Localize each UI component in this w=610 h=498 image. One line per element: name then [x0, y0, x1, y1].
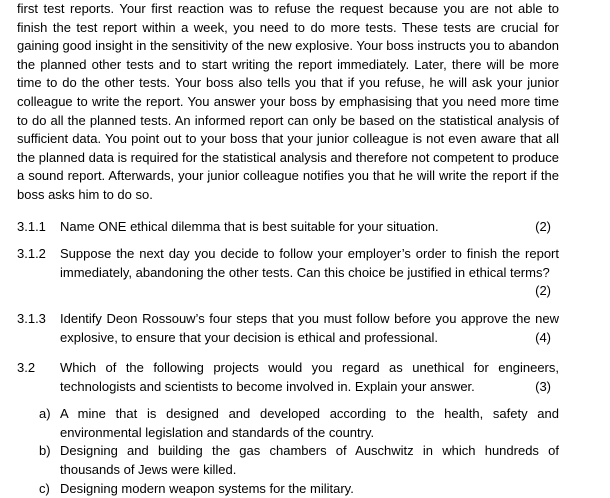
- intro-paragraph: first test reports. Your first reaction was to refuse the request because you are not able to finish the test report within a week, you need to do more tests. These tests are crucial for gaining good insight in the sensitivity of the new explosive. Your boss instructs you to abandon the planned other tests and to start writing the report immediately. Later, there will be more time to do the other tests. Your boss also tells you that if you refuse, he will ask your junior colleague to write the report. You answer your boss by emphasising that you need more time to do all the planned tests. An informed report can only be based on the statistical analysis of sufficient data. You point out to your boss that your junior colleague is not even aware that all the planned data is required for the statistical analysis and therefore not competent to produce a sound report. Afterwards, your junior colleague notifies you that he will write the report if the boss asks him to do so.: [17, 1, 560, 202]
- question-text: Which of the following projects would you regard as unethical for engineers, technologists and scientists to become involved in. Explain your answer.: [60, 360, 559, 394]
- question-body: [60, 310, 559, 347]
- option-text: Designing modern weapon systems for the military.: [60, 480, 354, 496]
- question-number: 3.1.1: [17, 218, 46, 234]
- question-text: Identify Deon Rossouw’s four steps that you must follow before you approve the new explosive, to ensure that your decision is ethical and professional.: [60, 310, 559, 345]
- question-body: [60, 245, 559, 301]
- question-marks: (2): [535, 283, 551, 299]
- option-text: A mine that is designed and developed according to the health, safety and environmental legislation and standards of the country.: [60, 406, 559, 440]
- option-label: c): [39, 480, 50, 496]
- option-label: b): [39, 443, 51, 459]
- question-number: 3.2: [17, 360, 36, 376]
- question-text: Name ONE ethical dilemma that is best suitable for your situation.: [60, 218, 439, 234]
- document-page: [17, 0, 559, 498]
- question-3-1-2: [17, 245, 559, 301]
- option-a: [39, 405, 559, 442]
- options-list: [17, 405, 559, 498]
- question-body: [60, 359, 559, 396]
- question-3-2: [17, 359, 559, 396]
- question-number: 3.1.2: [17, 246, 46, 262]
- question-body: [60, 218, 559, 237]
- option-c: [39, 480, 559, 498]
- option-text: Designing and building the gas chambers of Auschwitz in which hundreds of thousands of Jews were killed.: [60, 443, 559, 478]
- question-number: 3.1.3: [17, 310, 46, 326]
- option-b: [39, 442, 559, 479]
- question-marks: (4): [535, 329, 551, 345]
- option-label: a): [39, 406, 51, 422]
- question-text: Suppose the next day you decide to follow your employer’s order to finish the report immediately, abandoning the other tests. Can this choice be justified in ethical terms?: [60, 246, 559, 280]
- question-marks: (3): [535, 378, 551, 394]
- question-3-1-3: [17, 310, 559, 347]
- question-marks: (2): [535, 218, 551, 234]
- question-3-1-1: [17, 218, 559, 237]
